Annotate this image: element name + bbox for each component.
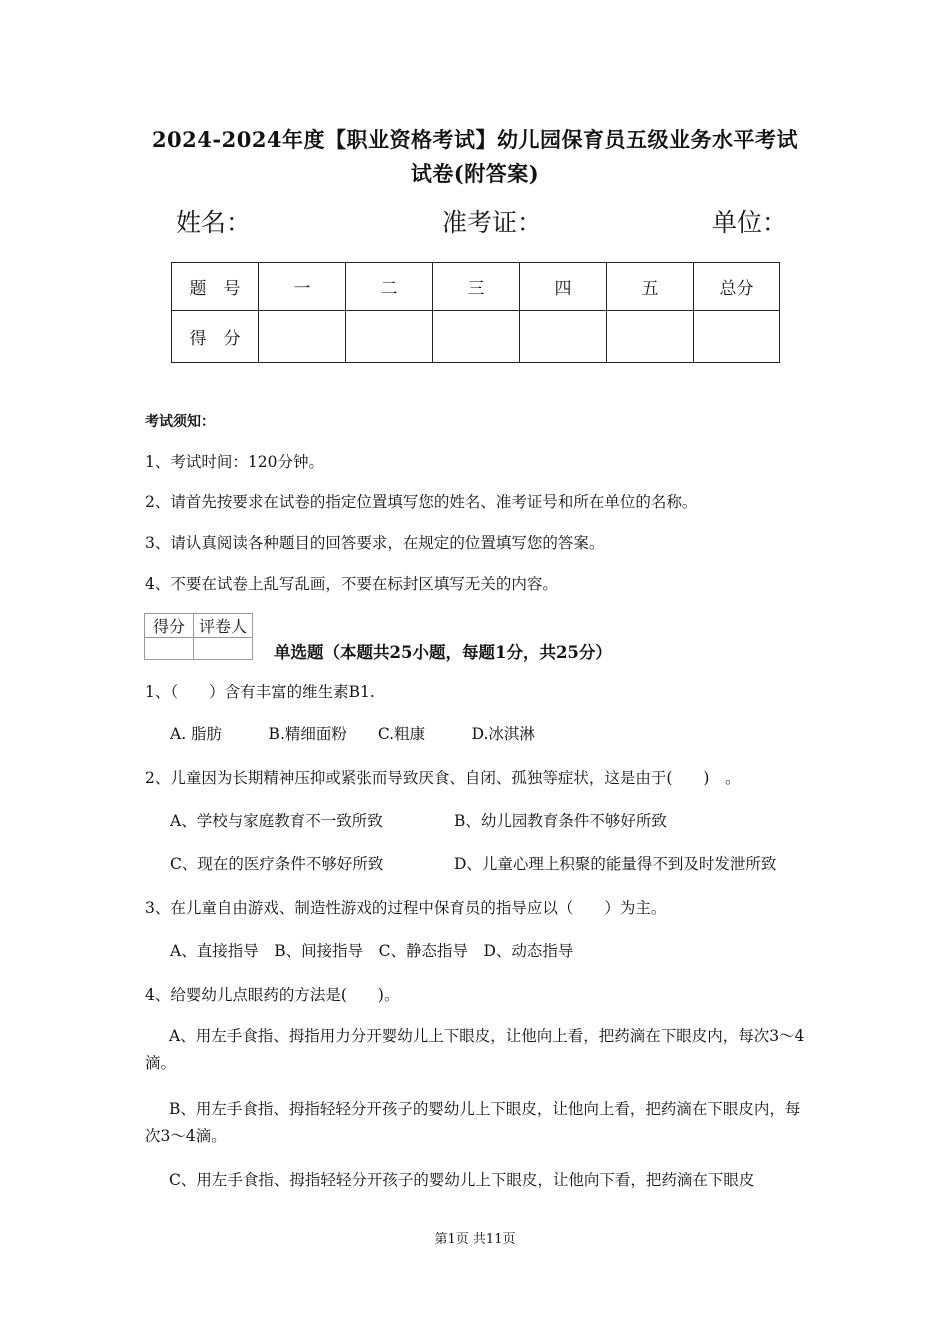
score-table-column: 五 — [607, 263, 694, 311]
question-option-c: C、现在的医疗条件不够好所致 — [170, 855, 384, 873]
question-option-b: B、用左手食指、拇指轻轻分开孩子的婴幼儿上下眼皮，让他向上看，把药滴在下眼皮内，每次3～4滴。 — [145, 1100, 801, 1145]
notice-heading: 考试须知： — [145, 414, 215, 430]
score-cell[interactable] — [520, 311, 607, 363]
score-table-column: 三 — [433, 263, 520, 311]
question-option-b: B、幼儿园教育条件不够好所致 — [454, 812, 667, 830]
score-table-column: 总分 — [694, 263, 780, 311]
notice-item: 1、考试时间：120分钟。 — [145, 453, 324, 471]
score-table-header-row — [172, 263, 780, 311]
question-option-c: C、用左手食指、拇指轻轻分开孩子的婴幼儿上下眼皮，让他向下看，把药滴在下眼皮 — [169, 1171, 755, 1189]
question-stem: 3、在儿童自由游戏、制造性游戏的过程中保育员的指导应以（ ）为主。 — [145, 899, 667, 917]
question-stem: 2、儿童因为长期精神压抑或紧张而导致厌食、自闭、孤独等症状，这是由于( ) 。 — [145, 769, 741, 787]
notice-item: 3、请认真阅读各种题目的回答要求，在规定的位置填写您的答案。 — [145, 534, 605, 552]
score-table-column: 一 — [259, 263, 346, 311]
section-title: 单选题（本题共25小题，每题1分，共25分） — [274, 643, 612, 662]
question-options: A. 脂肪 B.精细面粉 C.粗康 D.冰淇淋 — [170, 725, 535, 743]
score-table-row-header: 得 分 — [172, 311, 259, 363]
exam-title-line1: 2024-2024年度【职业资格考试】幼儿园保育员五级业务水平考试 — [151, 127, 799, 152]
score-table — [171, 262, 780, 363]
question-option-a: A、学校与家庭教育不一致所致 — [170, 812, 383, 830]
page-footer: 第1页 共11页 — [434, 1232, 516, 1247]
question-option-a: A、用左手食指、拇指用力分开婴幼儿上下眼皮，让他向上看，把药滴在下眼皮内，每次3～4滴。 — [145, 1027, 805, 1072]
grader-name-cell[interactable] — [194, 638, 253, 660]
score-cell[interactable] — [607, 311, 694, 363]
grader-name-label: 评卷人 — [194, 614, 253, 638]
score-table-column: 四 — [520, 263, 607, 311]
notice-item: 2、请首先按要求在试卷的指定位置填写您的姓名、准考证号和所在单位的名称。 — [145, 493, 698, 511]
score-cell[interactable] — [433, 311, 520, 363]
score-table-row-header: 题 号 — [172, 263, 259, 311]
grader-score-cell[interactable] — [145, 638, 194, 660]
question-option-d: D、儿童心理上积聚的能量得不到及时发泄所致 — [454, 855, 777, 873]
exam-id-label: 准考证： — [442, 208, 543, 237]
question-options: A、直接指导 B、间接指导 C、静态指导 D、动态指导 — [170, 942, 574, 960]
exam-title-line2: 试卷(附答案) — [410, 161, 540, 186]
grader-score-label: 得分 — [145, 614, 194, 638]
notice-item: 4、不要在试卷上乱写乱画，不要在标封区填写无关的内容。 — [145, 575, 558, 593]
unit-label: 单位： — [712, 208, 788, 237]
score-table-score-row — [172, 311, 780, 363]
score-cell[interactable] — [346, 311, 433, 363]
grader-box — [144, 613, 253, 660]
score-table-column: 二 — [346, 263, 433, 311]
score-cell[interactable] — [694, 311, 780, 363]
score-cell[interactable] — [259, 311, 346, 363]
question-stem: 4、给婴幼儿点眼药的方法是( )。 — [145, 986, 400, 1004]
name-label: 姓名： — [176, 208, 252, 237]
question-stem: 1、（ ）含有丰富的维生素B1. — [145, 683, 375, 701]
